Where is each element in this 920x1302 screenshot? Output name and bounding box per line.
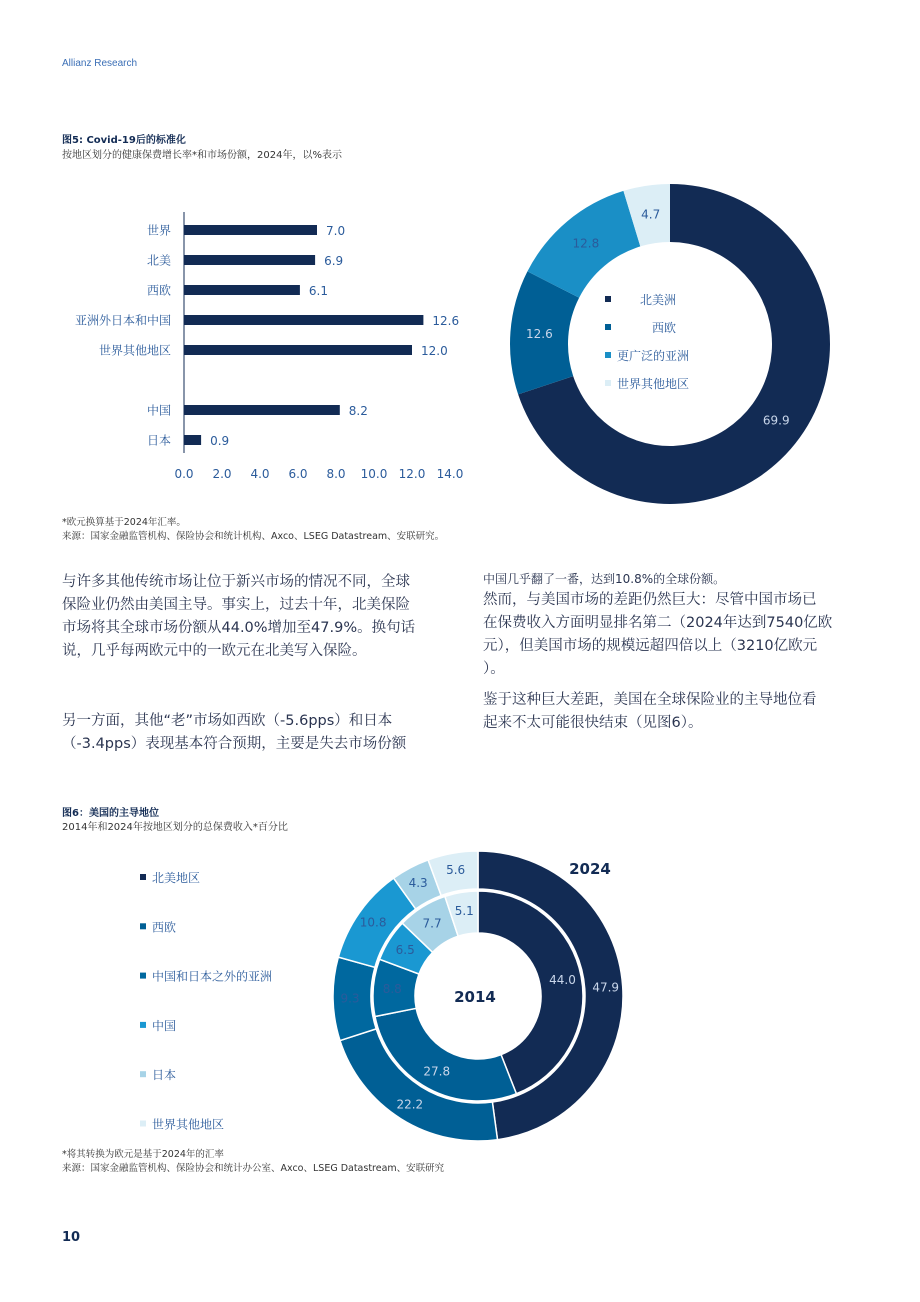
- brand-label: Allianz Research: [62, 58, 138, 69]
- category-label: 中国: [146, 403, 171, 418]
- fig6-note: *将其转换为欧元是基于2024年的汇率: [62, 1149, 224, 1160]
- category-label: 亚洲外日本和中国: [74, 313, 171, 328]
- left-paragraph-1: [62, 571, 442, 663]
- data-label: 12.6: [432, 314, 460, 328]
- text-line: 保险业仍然由美国主导。事实上，过去十年，北美保险: [62, 597, 410, 613]
- text-line: 起来不太可能很快结束（见图6）。: [483, 715, 703, 731]
- right-paragraph-2: [483, 689, 863, 735]
- x-tick-label: 10.0: [360, 467, 388, 481]
- legend-marker: [605, 380, 611, 386]
- data-label: 12.8: [572, 236, 600, 251]
- legend-marker: [140, 874, 146, 880]
- bar: [184, 285, 300, 295]
- data-label: 12.0: [421, 344, 448, 358]
- fig6-subtitle: 2014年和2024年按地区划分的总保费收入*百分比: [62, 822, 288, 833]
- text-line: 另一方面，其他“老”市场如西欧（-5.6pps）和日本: [62, 713, 393, 729]
- legend-marker: [605, 352, 611, 358]
- series-label-2014: 2014: [454, 988, 496, 1006]
- fig5-note: *欧元换算基于2024年汇率。: [62, 517, 186, 528]
- bar: [184, 435, 201, 445]
- legend-marker: [140, 973, 146, 979]
- text-line: 市场将其全球市场份额从44.0%增加至47.9%。换句话: [62, 620, 416, 636]
- legend-marker: [140, 1071, 146, 1077]
- data-label: 47.9: [592, 980, 620, 995]
- fig5-source: 来源：国家金融监管机构、保险协会和统计机构、Axco、LSEG Datastream、安联研究。: [62, 531, 445, 542]
- category-label: 北美: [146, 253, 171, 268]
- bar: [184, 345, 412, 355]
- x-tick-label: 14.0: [436, 467, 464, 481]
- data-label: 22.2: [396, 1097, 424, 1112]
- fig5-bar-chart: [0, 170, 490, 490]
- data-label: 5.1: [454, 904, 474, 919]
- category-label: 世界其他地区: [98, 343, 171, 358]
- data-label: 8.2: [348, 404, 368, 418]
- text-line: 说，几乎每两欧元中的一欧元在北美写入保险。: [62, 643, 367, 659]
- bar: [184, 315, 423, 325]
- data-label: 7.0: [326, 224, 346, 238]
- fig5-title: 图5: Covid-19后的标准化: [62, 135, 186, 146]
- category-label: 世界: [146, 223, 171, 238]
- text-line: 与许多其他传统市场让位于新兴市场的情况不同，全球: [62, 574, 410, 590]
- x-tick-label: 0.0: [174, 467, 194, 481]
- fig5-donut-chart: [500, 178, 840, 513]
- data-label: 9.3: [340, 991, 360, 1006]
- data-label: 4.3: [408, 875, 428, 890]
- right-intro-line: 中国几乎翻了一番，达到10.8%的全球份额。: [483, 572, 726, 586]
- x-tick-label: 8.0: [326, 467, 346, 481]
- data-label: 8.8: [382, 982, 402, 997]
- series-label-2024: 2024: [569, 860, 611, 878]
- bar: [184, 225, 317, 235]
- legend-marker: [140, 1022, 146, 1028]
- data-label: 27.8: [423, 1064, 451, 1079]
- text-line: （-3.4pps）表现基本符合预期，主要是失去市场份额: [62, 736, 407, 752]
- legend-label: 日本: [152, 1068, 177, 1083]
- category-label: 日本: [146, 433, 171, 448]
- bar: [184, 255, 315, 265]
- x-tick-label: 12.0: [398, 467, 426, 481]
- data-label: 4.7: [641, 207, 661, 222]
- fig5-subtitle: 按地区划分的健康保费增长率*和市场份额，2024年，以%表示: [62, 150, 342, 161]
- fig6-source: 来源：国家金融监管机构、保险协会和统计办公室、Axco、LSEG Datastream、安联研究: [62, 1163, 445, 1174]
- x-tick-label: 6.0: [288, 467, 308, 481]
- page-number: 10: [62, 1230, 81, 1245]
- data-label: 6.1: [308, 284, 328, 298]
- legend-label: 西欧: [652, 321, 677, 335]
- legend-label: 北美洲: [640, 293, 677, 307]
- data-label: 6.5: [395, 943, 415, 958]
- legend-marker: [605, 296, 611, 302]
- text-line: 元），但美国市场的规模远超四倍以上（3210亿欧元: [483, 638, 818, 654]
- bar: [184, 405, 340, 415]
- legend-marker: [140, 923, 146, 929]
- legend-marker: [605, 324, 611, 330]
- data-label: 5.6: [446, 862, 466, 877]
- x-tick-label: 4.0: [250, 467, 270, 481]
- legend-label: 中国和日本之外的亚洲: [152, 969, 273, 984]
- legend-label: 西欧: [152, 920, 177, 935]
- legend-label: 世界其他地区: [152, 1117, 225, 1132]
- data-label: 44.0: [549, 973, 576, 988]
- category-label: 西欧: [146, 283, 171, 298]
- text-line: 然而，与美国市场的差距仍然巨大：尽管中国市场已: [483, 592, 817, 608]
- text-line: 在保费收入方面明显排名第二（2024年达到7540亿欧: [483, 615, 833, 631]
- legend-label: 更广泛的亚洲: [617, 349, 690, 363]
- legend-label: 北美地区: [152, 871, 201, 885]
- fig6-double-donut-chart: [320, 840, 640, 1150]
- left-paragraph-2: [62, 710, 442, 756]
- text-line: 鉴于这种巨大差距，美国在全球保险业的主导地位看: [483, 692, 817, 708]
- legend-label: 中国: [152, 1018, 177, 1033]
- text-line: ）。: [483, 661, 505, 677]
- data-label: 7.7: [422, 916, 442, 931]
- legend-label: 世界其他地区: [617, 377, 690, 391]
- fig6-title: 图6：美国的主导地位: [62, 808, 159, 819]
- data-label: 6.9: [324, 254, 344, 268]
- legend-marker: [140, 1121, 146, 1127]
- right-paragraph-1: [483, 589, 863, 681]
- fig6-legend: [130, 860, 330, 1140]
- x-tick-label: 2.0: [212, 467, 232, 481]
- data-label: 69.9: [762, 413, 790, 428]
- data-label: 0.9: [210, 434, 230, 448]
- data-label: 10.8: [359, 915, 387, 930]
- data-label: 12.6: [526, 327, 553, 342]
